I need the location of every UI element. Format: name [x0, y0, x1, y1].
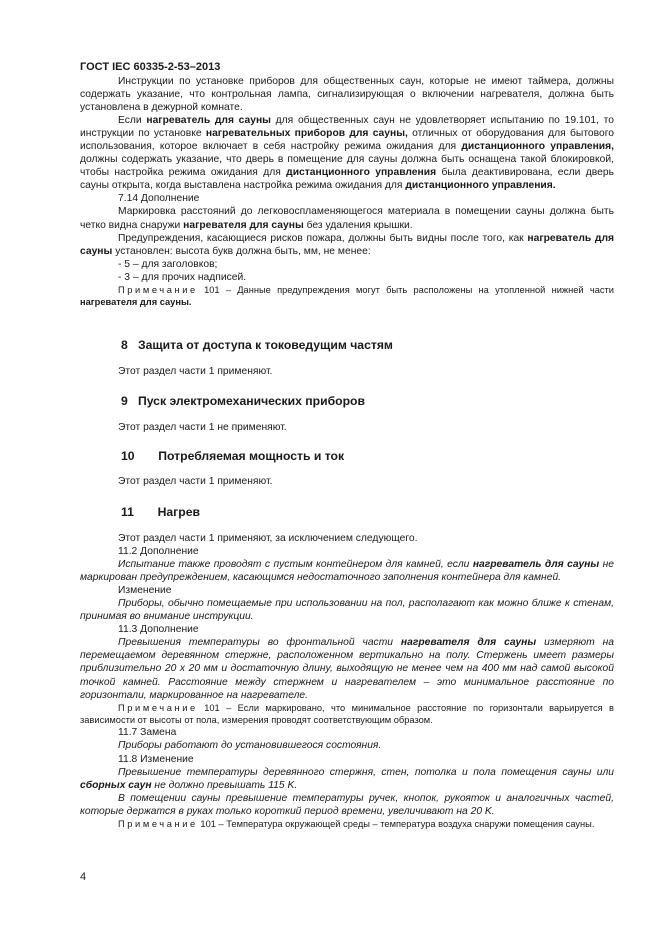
- section-11-block: [80, 532, 614, 830]
- paragraph: Приборы, обычно помещаемые при использовании на пол, располагают как можно ближе к стенам, принимая во внимание инструкции.: [80, 598, 614, 623]
- clause-heading: 7.14 Дополнение: [118, 193, 200, 205]
- paragraph: Превышение температуры деревянного стержня, стен, потолка и пола помещения сауны или сборных саун не должно превышать 115 K.: [80, 766, 614, 791]
- clause-heading: 11.3 Дополнение: [118, 624, 199, 636]
- paragraph: Испытание также проводят с пустым контейнером для камней, если нагреватель для сауны не маркирован предупреждением, касающимся недостаточного заполнения контейнера для камней.: [80, 559, 614, 584]
- paragraph: Этот раздел части 1 применяют, за исключением следующего.: [118, 533, 418, 544]
- paragraph: Превышения температуры во фронтальной части нагревателя для сауны измеряют на перемещаемом деревянном стержне, расположенном вертикально на полу. Стержень имеет размеры приблизительно 20 х 20 мм и достаточную длину, выходящую не менее чем на 400 мм над самой высокой точкой камней. Расстояние между стержнем и нагревателем – это минимальное расстояние по горизонтали, маркированное на нагревателе.: [80, 637, 614, 701]
- paragraph: Маркировка расстояний до легковоспламеняющегося материала в помещении сауны должна быть четко видна снаружи нагревателя для сауны без удаления крышки.: [80, 206, 614, 231]
- paragraph: Если нагреватель для сауны для общественных саун не удовлетворяет испытанию по 19.101, то инструкции по установке нагревательных приборов для сауны, отличных от оборудования для бытового использования, которое включает в себя настройку режима ожидания для дистанционного управления, должны содержать указание, что дверь в помещение для сауны должна быть оснащена такой блокировкой, чтобы настройка режима ожидания для дистанционного управления была деактивирована, если дверь сауны открыта, когда выставлена настройка режима ожидания для дистанционного управления.: [80, 115, 614, 192]
- section-text: Этот раздел части 1 не применяют.: [118, 422, 287, 433]
- intro-block: [80, 75, 614, 309]
- section-text: Этот раздел части 1 применяют.: [118, 476, 273, 487]
- page-number: 4: [80, 871, 87, 883]
- section-heading: 10 Потребляемая мощность и ток: [121, 449, 345, 463]
- list-item: - 5 – для заголовков;: [118, 258, 218, 270]
- clause-heading: 11.2 Дополнение: [118, 546, 199, 558]
- section-text: Этот раздел части 1 применяют.: [118, 366, 273, 377]
- paragraph: В помещении сауны превышение температуры ручек, кнопок, рукояток и аналогичных частей, которые держатся в руках только короткий период времени, увеличивают на 20 K.: [80, 792, 614, 817]
- note: Примечание 101 – Температура окружающей среды – температура воздуха снаружи помещения сауны.: [118, 818, 595, 829]
- section-heading: 8 Защита от доступа к токоведущим частям: [121, 338, 393, 352]
- note: Примечание 101 – Если маркировано, что минимальное расстояние по горизонтали варьируется в зависимости от высоты от пола, измерения проводят соответствующим образом.: [80, 702, 614, 726]
- paragraph: Инструкции по установке приборов для общественных саун, которые не имеют таймера, должны содержать указание, что контрольная лампа, сигнализирующая о включении нагревателя, должна быть установлена в дежурной комнате.: [80, 76, 614, 114]
- clause-heading: 11.7 Замена: [118, 727, 177, 739]
- clause-heading: Изменение: [118, 585, 172, 597]
- document-header: ГОСТ IEC 60335-2-53–2013: [80, 61, 221, 73]
- clause-heading: 11.8 Изменение: [118, 753, 194, 765]
- paragraph: Предупреждения, касающиеся рисков пожара, должны быть видны после того, как нагреватель для сауны установлен: высота букв должна быть, мм, не менее:: [80, 232, 615, 257]
- list-item: - 3 – для прочих надписей.: [118, 271, 247, 283]
- paragraph: Приборы работают до установившегося состояния.: [118, 740, 382, 752]
- note: Примечание 101 – Данные предупреждения могут быть расположены на утопленной нижней части нагревателя для сауны.: [80, 284, 614, 308]
- section-heading: 11 Нагрев: [121, 505, 200, 519]
- section-heading: 9 Пуск электромеханических приборов: [121, 394, 365, 408]
